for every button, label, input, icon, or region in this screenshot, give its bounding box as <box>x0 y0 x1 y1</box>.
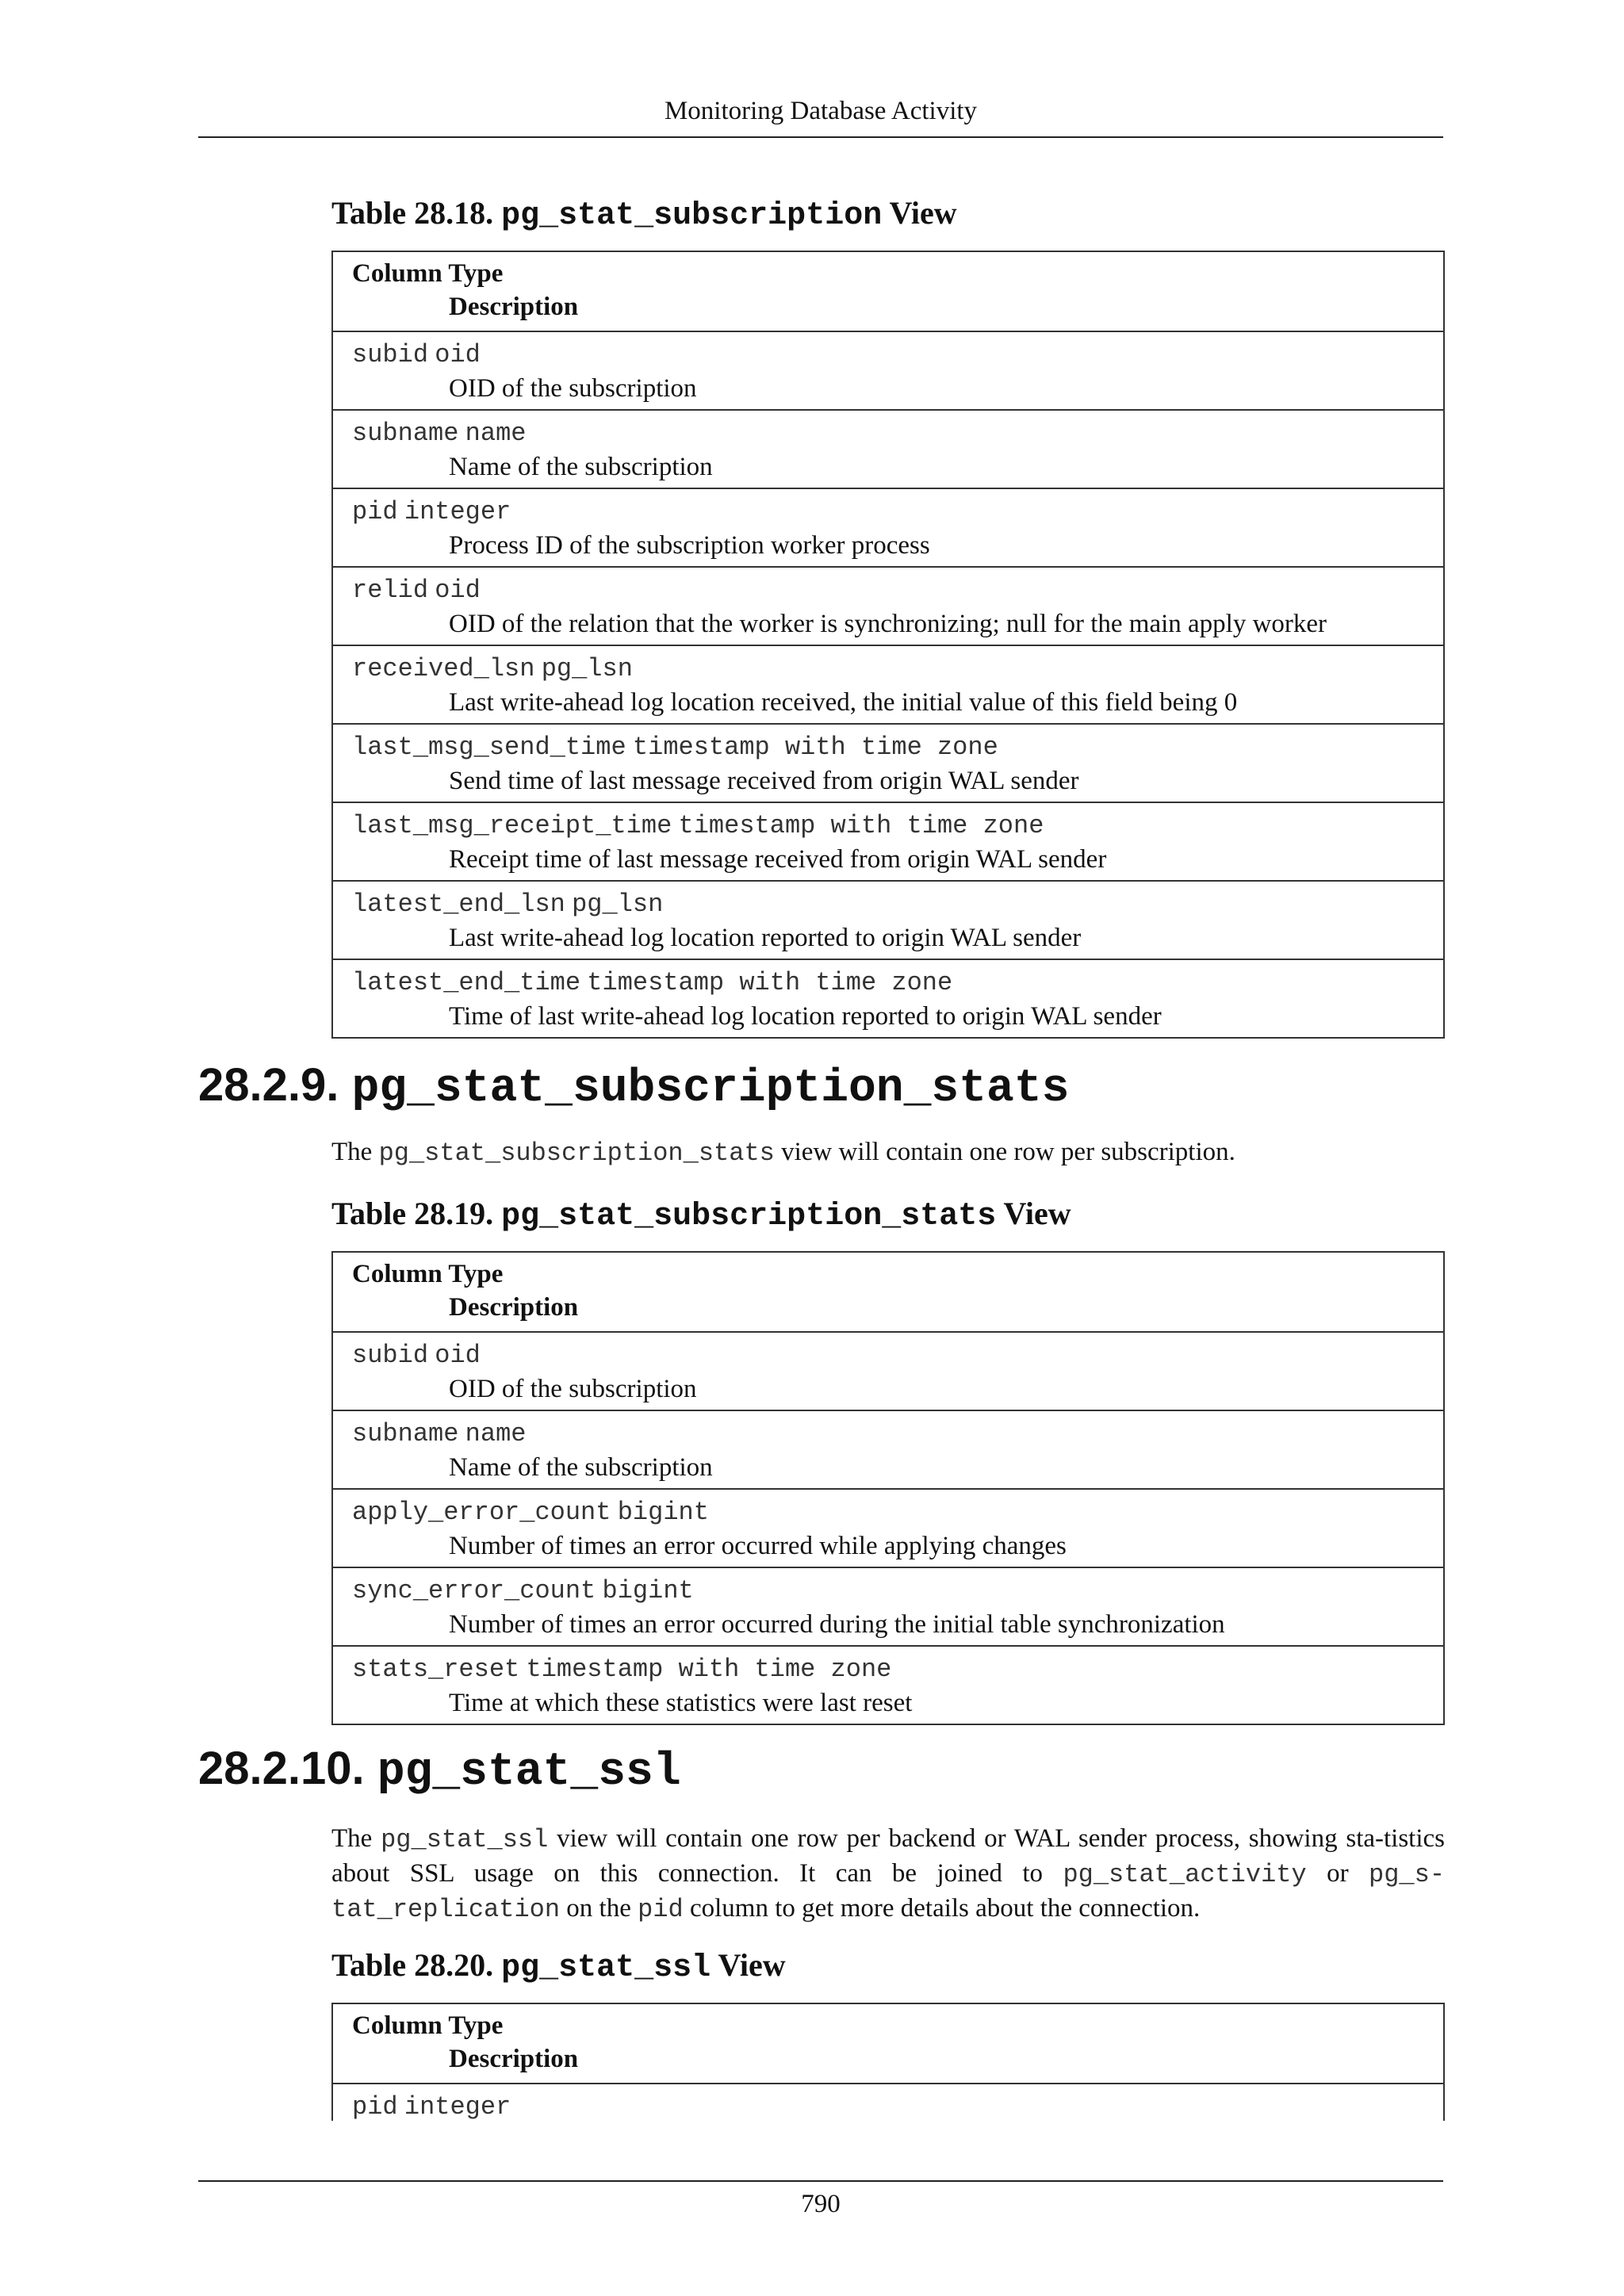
table-row <box>333 723 1443 802</box>
column-type: oid <box>435 340 481 369</box>
column-description: Process ID of the subscription worker process <box>449 531 930 560</box>
table-row <box>333 1488 1443 1567</box>
column-type-header: Column Type <box>352 2011 504 2040</box>
column-name: last_msg_send_time <box>352 733 626 762</box>
table-row <box>333 1410 1443 1488</box>
column-description: OID of the subscription <box>449 374 697 403</box>
table-row <box>333 880 1443 959</box>
table-row <box>333 802 1443 880</box>
table-20 <box>331 2003 1445 2121</box>
section-code: pg_stat_ssl <box>377 1747 681 1798</box>
column-description: Send time of last message received from origin WAL sender <box>449 767 1079 795</box>
table-19 <box>331 1251 1445 1725</box>
column-name: stats_reset <box>352 1655 520 1684</box>
column-description: Name of the subscription <box>449 1453 713 1482</box>
table-20-title-prefix: Table 28.20. <box>331 1947 494 1983</box>
section-heading-28-2-10 <box>198 1741 681 1800</box>
table-19-title-suffix: View <box>1003 1196 1071 1231</box>
paragraph-text: The <box>331 1138 373 1166</box>
column-name: subname <box>352 1419 459 1448</box>
column-description: Last write-ahead log location reported to origin WAL sender <box>449 924 1082 952</box>
paragraph-text: view will contain one row per backend or WAL sender process, showing sta-tistics about SSL usage on this connection. It can be joined to <box>331 1824 1446 1888</box>
column-type: pg_lsn <box>572 890 664 919</box>
table-18 <box>331 251 1445 1039</box>
column-type-header: Column Type <box>352 1260 504 1288</box>
column-name: received_lsn <box>352 654 535 683</box>
section-code: pg_stat_subscription_stats <box>351 1063 1070 1115</box>
column-description: Number of times an error occurred during the initial table synchronization <box>449 1610 1225 1639</box>
footer-rule <box>198 2180 1443 2182</box>
column-type: oid <box>435 576 481 605</box>
inline-code: pid <box>638 1895 684 1924</box>
paragraph-text: view will contain one row per subscription. <box>781 1138 1235 1166</box>
table-19-header-row <box>333 1253 1443 1331</box>
section-9-paragraph <box>331 1135 1445 1170</box>
table-row <box>333 566 1443 645</box>
column-type-header: Column Type <box>352 259 504 288</box>
table-row <box>333 2083 1443 2121</box>
table-18-title-code: pg_stat_subscription <box>501 198 883 234</box>
column-type: bigint <box>602 1576 694 1605</box>
table-18-header-row <box>333 252 1443 331</box>
table-20-title-suffix: View <box>718 1947 786 1983</box>
inline-code: pg_stat_activity <box>1063 1860 1307 1889</box>
description-header: Description <box>449 2045 579 2073</box>
column-description: OID of the relation that the worker is synchronizing; null for the main apply worker <box>449 610 1327 638</box>
column-type: timestamp with time zone <box>587 968 953 997</box>
column-type: integer <box>404 497 511 526</box>
column-description: Name of the subscription <box>449 453 713 481</box>
table-row <box>333 645 1443 723</box>
column-name: subid <box>352 340 429 369</box>
table-20-title-code: pg_stat_ssl <box>501 1950 711 1986</box>
column-name: pid <box>352 2092 398 2122</box>
description-header: Description <box>449 293 579 321</box>
column-name: sync_error_count <box>352 1576 596 1605</box>
paragraph-text: column to get more details about the connection. <box>689 1894 1201 1923</box>
column-type: oid <box>435 1341 481 1370</box>
column-name: relid <box>352 576 429 605</box>
table-row <box>333 959 1443 1037</box>
section-10-paragraph <box>331 1822 1445 1927</box>
header-rule <box>198 136 1443 138</box>
column-description: Number of times an error occurred while applying changes <box>449 1532 1067 1560</box>
table-20-title <box>331 1946 786 1988</box>
column-name: pid <box>352 497 398 526</box>
table-20-header-row <box>333 2004 1443 2083</box>
column-description: Time at which these statistics were last reset <box>449 1689 913 1717</box>
column-type: name <box>465 1419 527 1448</box>
column-type: timestamp with time zone <box>526 1655 892 1684</box>
table-19-title <box>331 1194 1071 1237</box>
column-name: latest_end_time <box>352 968 581 997</box>
inline-code: pg_s-tat_replication <box>331 1860 1446 1924</box>
page-number: 790 <box>801 2190 841 2218</box>
inline-code: pg_stat_ssl <box>381 1825 549 1854</box>
inline-code: pg_stat_subscription_stats <box>378 1138 775 1168</box>
column-type: pg_lsn <box>541 654 633 683</box>
column-type: timestamp with time zone <box>678 811 1044 840</box>
table-row <box>333 1331 1443 1410</box>
paragraph-text: or <box>1327 1859 1349 1888</box>
table-row <box>333 1645 1443 1724</box>
table-18-title-suffix: View <box>889 195 957 231</box>
table-18-title-prefix: Table 28.18. <box>331 195 494 231</box>
table-row <box>333 488 1443 566</box>
table-18-title <box>331 193 957 236</box>
column-type: bigint <box>617 1498 709 1527</box>
section-heading-28-2-9 <box>198 1058 1069 1117</box>
column-name: last_msg_receipt_time <box>352 811 672 840</box>
column-description: Receipt time of last message received from origin WAL sender <box>449 845 1107 874</box>
table-row <box>333 1567 1443 1645</box>
column-description: Time of last write-ahead log location reported to origin WAL sender <box>449 1002 1162 1031</box>
paragraph-text: on the <box>566 1894 631 1923</box>
section-number: 28.2.9. <box>198 1059 339 1111</box>
running-header: Monitoring Database Activity <box>664 97 978 125</box>
table-row <box>333 409 1443 488</box>
section-number: 28.2.10. <box>198 1743 365 1794</box>
column-description: Last write-ahead log location received, the initial value of this field being 0 <box>449 688 1238 717</box>
paragraph-text: The <box>331 1824 373 1853</box>
column-type: timestamp with time zone <box>632 733 998 762</box>
column-type: name <box>465 419 527 448</box>
column-description: OID of the subscription <box>449 1375 697 1403</box>
column-name: subname <box>352 419 459 448</box>
table-19-title-prefix: Table 28.19. <box>331 1196 494 1231</box>
column-name: subid <box>352 1341 429 1370</box>
column-name: apply_error_count <box>352 1498 611 1527</box>
table-row <box>333 331 1443 409</box>
column-type: integer <box>404 2092 511 2122</box>
table-19-title-code: pg_stat_subscription_stats <box>501 1199 997 1234</box>
column-name: latest_end_lsn <box>352 890 565 919</box>
description-header: Description <box>449 1293 579 1322</box>
